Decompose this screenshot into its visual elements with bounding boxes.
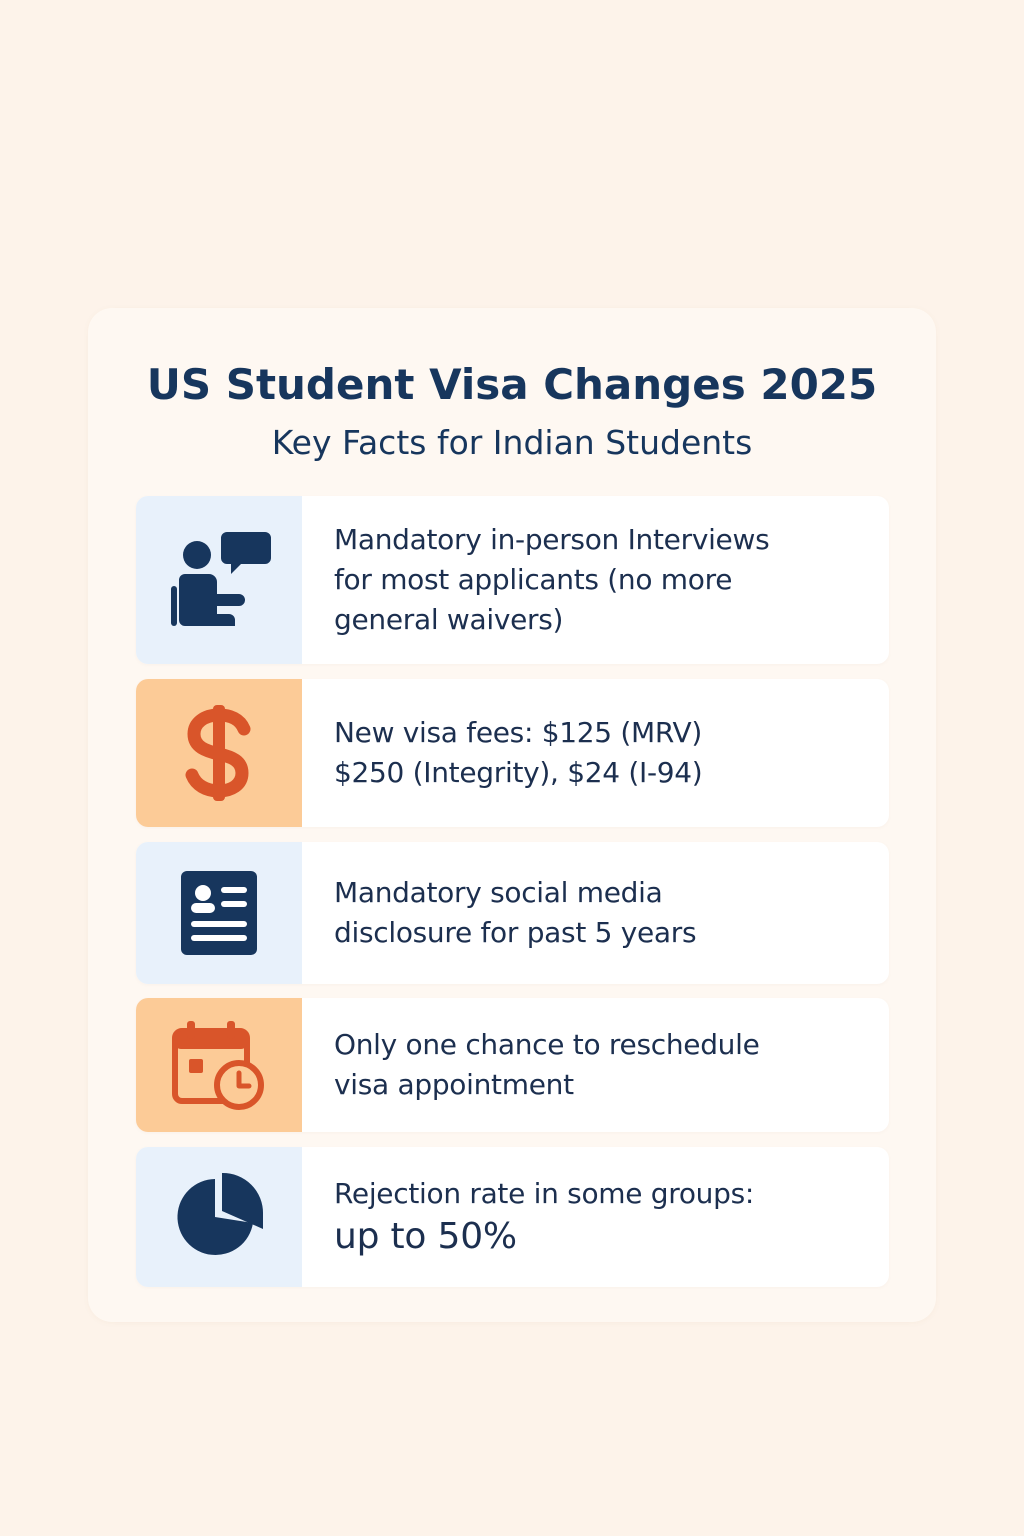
interview-icon (167, 528, 271, 632)
fact-line: New visa fees: $125 (MRV) (334, 716, 702, 749)
fact-row-interviews (136, 496, 889, 664)
profile-document-icon (179, 869, 259, 957)
fact-text (334, 679, 865, 827)
fact-row-reschedule (136, 998, 889, 1132)
icon-tile (136, 679, 302, 827)
fact-line: visa appointment (334, 1068, 574, 1101)
fact-row-rejection (136, 1147, 889, 1287)
calendar-clock-icon (171, 1019, 267, 1111)
rejection-rate-highlight: up to 50% (334, 1216, 517, 1257)
infographic-card (88, 308, 936, 1322)
fact-row-fees (136, 679, 889, 827)
icon-tile (136, 496, 302, 664)
fact-line: Only one chance to reschedule (334, 1028, 760, 1061)
fact-line: for most applicants (no more (334, 563, 733, 596)
fact-text (334, 496, 865, 664)
pie-chart-icon (173, 1171, 265, 1263)
fact-line: $250 (Integrity), $24 (I-94) (334, 756, 703, 789)
icon-tile (136, 842, 302, 984)
fact-text (334, 1147, 865, 1287)
fact-line: general waivers) (334, 603, 564, 636)
page-title: US Student Visa Changes 2025 (146, 360, 878, 409)
page-subtitle: Key Facts for Indian Students (271, 423, 753, 462)
fact-text (334, 998, 865, 1132)
fact-line: disclosure for past 5 years (334, 916, 697, 949)
icon-tile (136, 998, 302, 1132)
dollar-icon (184, 703, 254, 803)
icon-tile (136, 1147, 302, 1287)
fact-row-social-media (136, 842, 889, 984)
fact-line: Mandatory social media (334, 876, 663, 909)
fact-line: Mandatory in-person Interviews (334, 523, 770, 556)
fact-text (334, 842, 865, 984)
fact-line: Rejection rate in some groups: (334, 1177, 755, 1210)
